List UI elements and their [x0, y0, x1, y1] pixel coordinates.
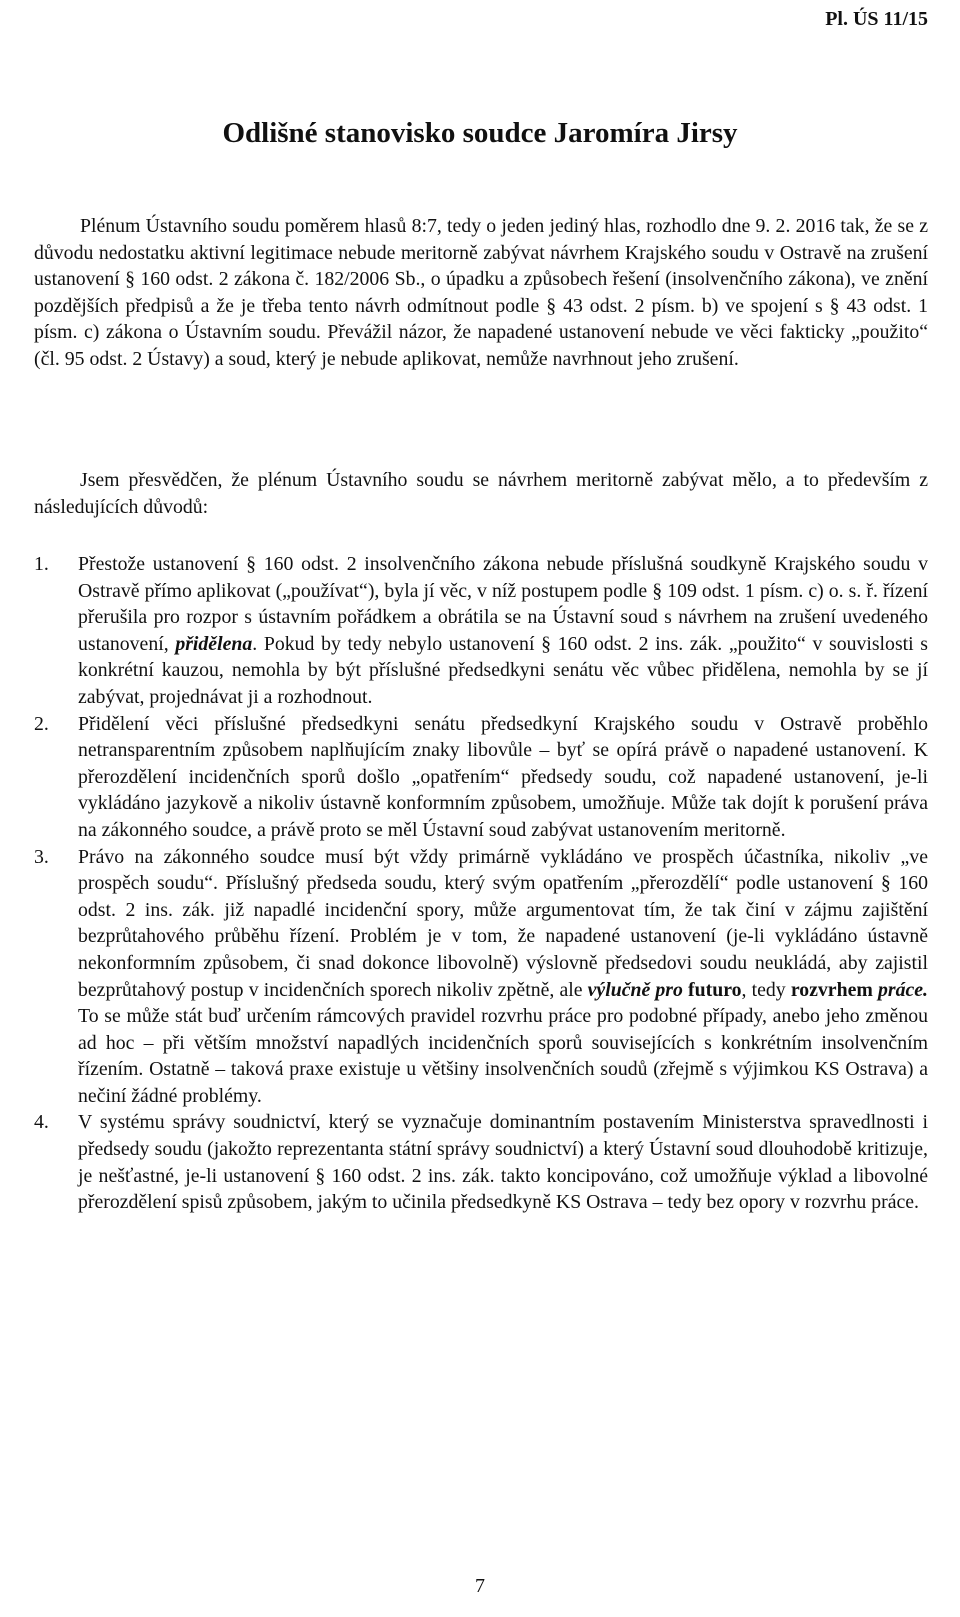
list-item-text: To se může stát buď určením rámcových pravidel rozvrhu práce pro podobné případy, anebo jeho změnou ad hoc – při větším množství napadlých incidenčních sporů souvisejících s konkrétním insolvenčním řízením. Ostatně – taková praxe existuje u většiny insolvenčních soudů (zřejmě s výjimkou KS Ostrava) a nečiní žádné problémy. — [78, 1005, 928, 1107]
emphasis-text: výlučně pro — [587, 978, 683, 1001]
emphasis-text: futuro — [688, 978, 742, 1001]
list-item-text: Přestože ustanovení § 160 odst. 2 insolvenčního zákona nebude příslušná soudkyně Krajského soudu v Ostravě přímo aplikovat („používat“), byla jí věc, v níž postupem podle § 109 odst. 1 písm. c) o. s. ř. řízení přerušila pro rozpor s ústavním pořádkem a obrátila se na Ústavní soud s návrhem na zrušení uvedeného ustanovení, — [78, 553, 928, 655]
intro-paragraph: Plénum Ústavního soudu poměrem hlasů 8:7, tedy o jeden jediný hlas, rozhodlo dne 9. 2. 2016 tak, že se z důvodu nedostatku aktivní legitimace nebude meritorně zabývat návrhem Krajského soudu v Ostravě na zrušení ustanovení § 160 odst. 2 zákona č. 182/2006 Sb., o úpadku a způsobech řešení (insolvenčního zákona), ve znění pozdějších předpisů a že je třeba tento návrh odmítnout podle § 43 odst. 2 písm. b) ve spojení s § 43 odst. 1 písm. c) zákona o Ústavním soudu. Převážil názor, že napadené ustanovení nebude ve věci fakticky „použito“ (čl. 95 odst. 2 Ústavy) a soud, který je nebude aplikovat, nemůže navrhnout jeho zrušení. — [34, 215, 928, 370]
emphasis-text: přidělena — [175, 632, 253, 655]
list-item-text: V systému správy soudnictví, který se vyznačuje dominantním postavením Ministerstva spravedlnosti i předsedy soudu (jakožto reprezentanta státní správy soudnictví) a který Ústavní soud dlouhodobě kritizuje, je nešťastné, je-li ustanovení § 160 odst. 2 ins. zák. takto koncipováno, což umožňuje výklad a libovolné přerozdělení spisů způsobem, jakým to učinila předsedkyně KS Ostrava – tedy bez opory v rozvrhu práce. — [78, 1111, 928, 1214]
case-reference: Pl. ÚS 11/15 — [825, 8, 928, 30]
reasons-list — [34, 551, 928, 1216]
list-item-text: Právo na zákonného soudce musí být vždy primárně vykládáno ve prospěch účastníka, nikoliv „ve prospěch soudu“. Příslušný předseda soudu, který svým opatřením „přerozdělí“ podle ustanovení § 160 odst. 2 ins. zák. již napadlé incidenční spory, může argumentovat tím, že tak činí v zájmu zajištění bezprůtahového průběhu řízení. Problém je v tom, že napadené ustanovení (je-li vykládáno ústavně nekonformním způsobem, či snad dokonce libovolně) výslovně předsedovi soudu neukládá, aby zajistil bezprůtahový postup v incidenčních sporech nikoliv zpětně, ale — [78, 845, 928, 1001]
list-item — [34, 1109, 928, 1215]
list-item-text: . Pokud by tedy nebylo ustanovení § 160 odst. 2 ins. zák. „použito“ v souvislosti s konkrétní kauzou, nemohla by být příslušné předsedkyni senátu věc vůbec přidělena, nemohla by se jí zabývat, projednávat ji a rozhodnout. — [78, 632, 928, 708]
emphasis-text: práce. — [878, 978, 928, 1001]
list-item — [34, 711, 928, 844]
emphasis-text: rozvrhem — [790, 978, 873, 1001]
page-title: Odlišné stanovisko soudce Jaromíra Jirsy — [222, 117, 738, 149]
page-number: 7 — [475, 1575, 485, 1597]
list-item-number: 1. — [34, 553, 49, 575]
opinion-statement-paragraph: Jsem přesvědčen, že plénum Ústavního soudu se návrhem meritorně zabývat mělo, a to především z následujících důvodů: — [34, 469, 928, 518]
list-item-number: 3. — [34, 845, 49, 868]
list-item — [34, 844, 928, 1110]
list-item-number: 4. — [34, 1111, 49, 1134]
list-item-text: , tedy — [741, 978, 791, 1001]
list-item-number: 2. — [34, 712, 49, 735]
list-item — [34, 551, 928, 711]
list-item-text: Přidělení věci příslušné předsedkyni senátu předsedkyní Krajského soudu v Ostravě proběhlo netransparentním způsobem naplňujícím znaky libovůle – byť se opírá právě o napadené ustanovení. K přerozdělení incidenčních sporů došlo „opatřením“ předsedy soudu, což napadené ustanovení, je-li vykládáno jazykově a nikoliv ústavně konformním způsobem, umožňuje. Může tak dojít k porušení práva na zákonného soudce, a právě proto se měl Ústavní soud zabývat ustanovením meritorně. — [78, 712, 928, 841]
